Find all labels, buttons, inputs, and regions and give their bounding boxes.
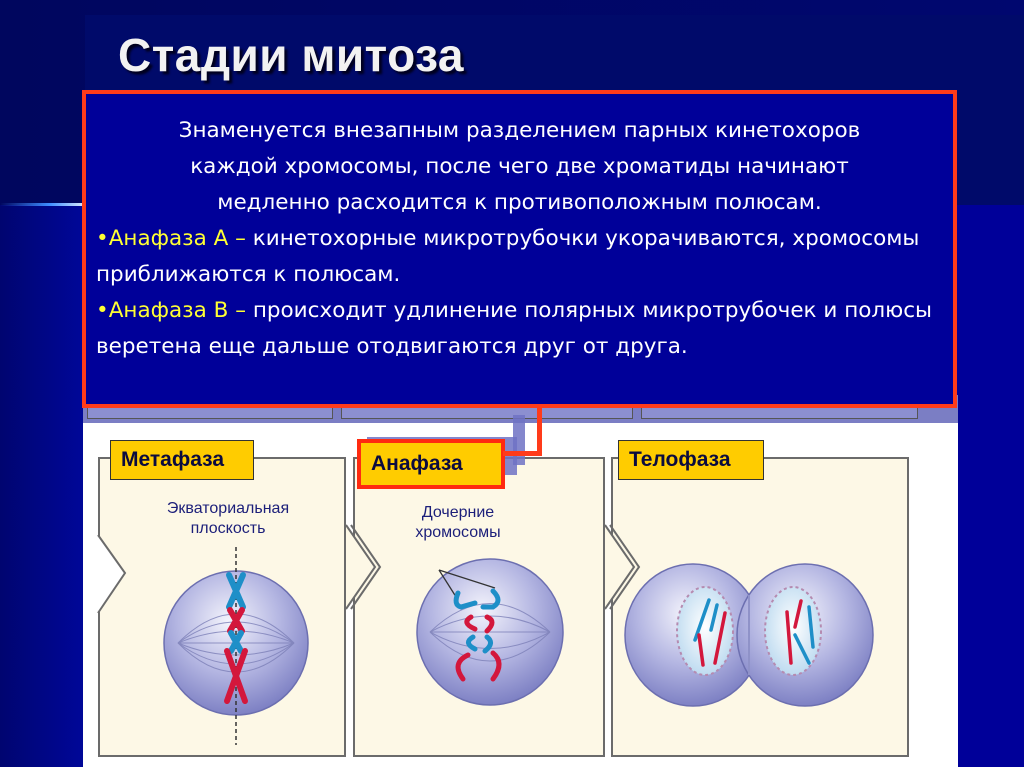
slide-title: Стадии митоза: [118, 29, 464, 81]
bullet-text: происходит удлинение полярных микротрубочек и полюсы веретена еще дальше отодвигаются друг от друга.: [96, 298, 933, 359]
stage-label-telophase: Телофаза: [618, 440, 764, 480]
bullet-anaphase-a: [86, 221, 953, 293]
bullet-anaphase-b: [86, 293, 953, 365]
decorative-glow-line: [0, 203, 82, 206]
telophase-cell: [625, 564, 873, 706]
anaphase-cell: [417, 559, 563, 705]
bullet-marker: •: [96, 298, 109, 323]
intro-paragraph: Знаменуется внезапным разделением парных кинетохоров каждой хромосомы, после чего две хроматиды начинают медленно расходится к противоположным полюсам.: [178, 118, 861, 215]
metaphase-cell: [164, 547, 308, 745]
bullet-dash: –: [228, 298, 253, 323]
stage-label-metaphase: Метафаза: [110, 440, 254, 480]
bullet-text: кинетохорные микротрубочки укорачиваются, хромосомы приближаются к полюсам.: [96, 226, 920, 287]
bullet-marker: •: [96, 226, 109, 251]
anaphase-description-box: [82, 90, 957, 408]
bullet-term: Анафаза А: [108, 226, 229, 251]
left-margin: [0, 205, 85, 767]
stage-label-anaphase: Анафаза: [357, 439, 505, 489]
highlight-connector: [537, 406, 542, 456]
bullet-dash: –: [228, 226, 253, 251]
caption-equatorial-plane: Экваториальная плоскость: [166, 500, 290, 537]
bullet-term: Анафаза В: [108, 298, 229, 323]
highlight-connector: [503, 451, 542, 456]
caption-daughter-chromosomes: Дочерние хромосомы: [415, 504, 501, 541]
